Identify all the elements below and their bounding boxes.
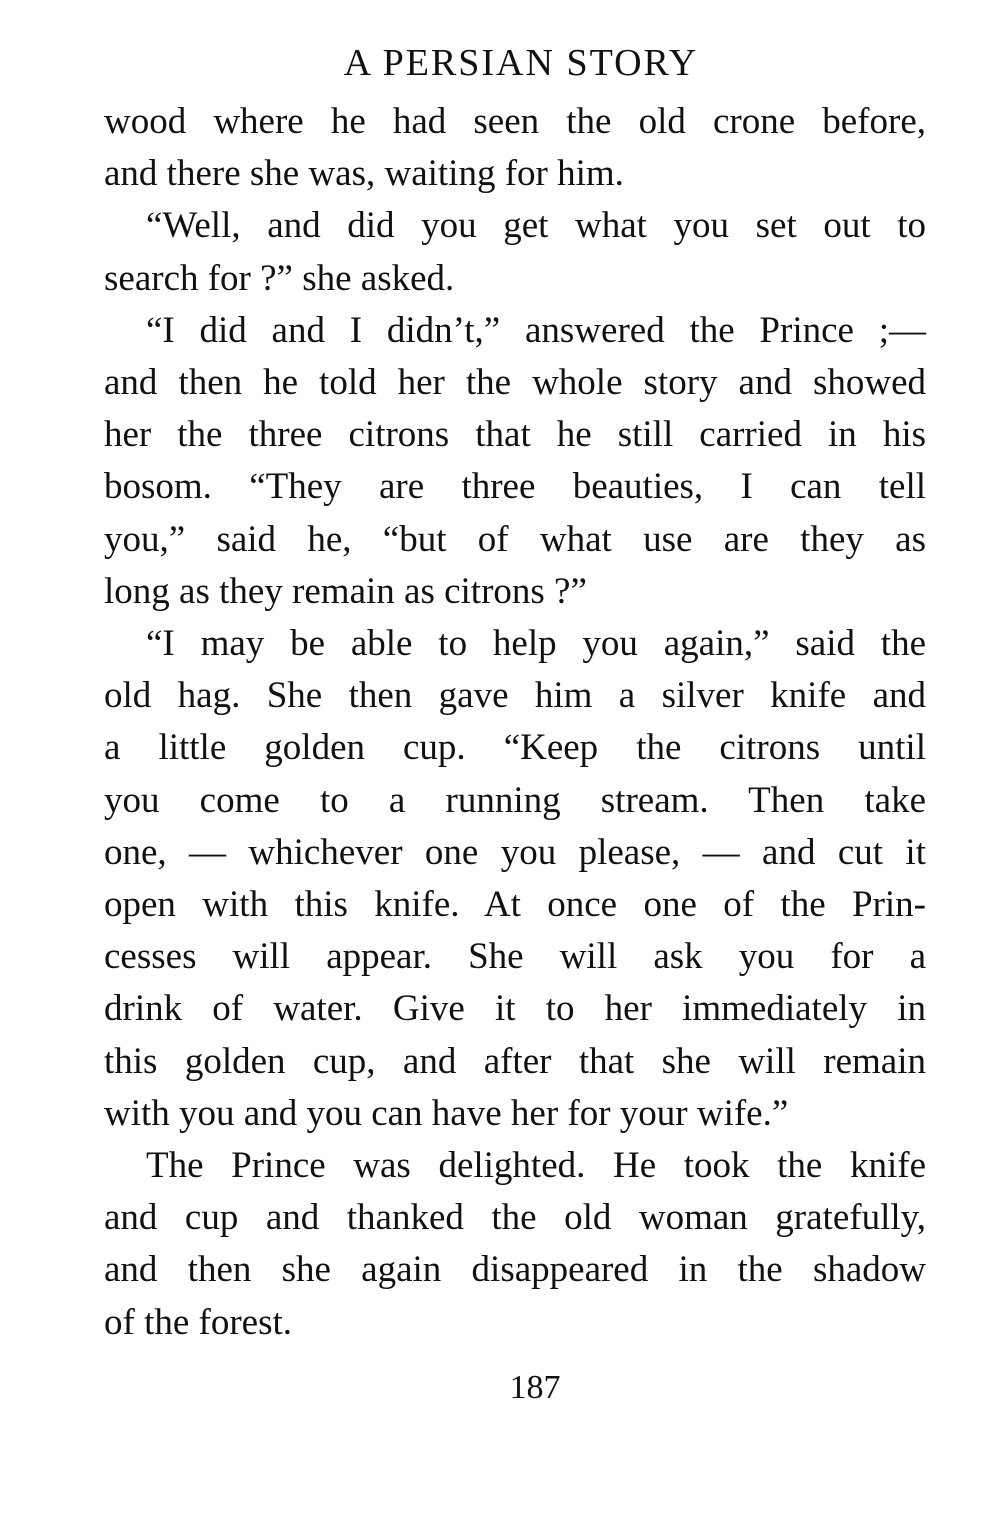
- paragraph-1: [104, 96, 926, 200]
- text-line: with you and you can have her for your wife.”: [104, 1092, 789, 1134]
- text-line: and there she was, waiting for him.: [104, 153, 624, 195]
- running-head: A PERSIAN STORY: [343, 42, 699, 84]
- text-line: bosom. “They are three beauties, I can tell: [104, 466, 926, 508]
- text-line: long as they remain as citrons ?”: [104, 570, 587, 612]
- text-line: The Prince was delighted. He took the knife: [146, 1145, 926, 1187]
- text-line: search for ?” she asked.: [104, 257, 455, 299]
- text-line: and cup and thanked the old woman gratefully,: [104, 1197, 926, 1239]
- text-line: old hag. She then gave him a silver knife and: [104, 675, 926, 717]
- body-text: [104, 96, 926, 1349]
- paragraph-4: [104, 618, 926, 1140]
- text-line: one, — whichever one you please, — and cut it: [104, 831, 926, 873]
- text-line: you,” said he, “but of what use are they as: [104, 518, 926, 560]
- paragraph-2: [104, 200, 926, 304]
- text-line: cesses will appear. She will ask you for a: [104, 936, 926, 978]
- text-line: drink of water. Give it to her immediately in: [104, 988, 926, 1030]
- text-line: “I did and I didn’t,” answered the Prince ;—: [146, 309, 926, 351]
- text-line: “I may be able to help you again,” said the: [146, 623, 926, 665]
- text-line: “Well, and did you get what you set out to: [146, 205, 926, 247]
- text-line: open with this knife. At once one of the Prin-: [104, 884, 926, 926]
- text-line: of the forest.: [104, 1301, 293, 1343]
- text-line: you come to a running stream. Then take: [104, 779, 926, 821]
- paragraph-5: [104, 1140, 926, 1349]
- text-line: wood where he had seen the old crone before,: [104, 101, 926, 142]
- book-page: [104, 40, 926, 1349]
- page-number: 187: [509, 1369, 561, 1406]
- text-line: a little golden cup. “Keep the citrons until: [104, 727, 926, 769]
- text-line: her the three citrons that he still carried in his: [104, 414, 926, 456]
- text-line: and then he told her the whole story and showed: [104, 362, 926, 404]
- text-line: this golden cup, and after that she will remain: [104, 1040, 926, 1082]
- paragraph-3: [104, 305, 926, 618]
- text-line: and then she again disappeared in the shadow: [104, 1249, 926, 1291]
